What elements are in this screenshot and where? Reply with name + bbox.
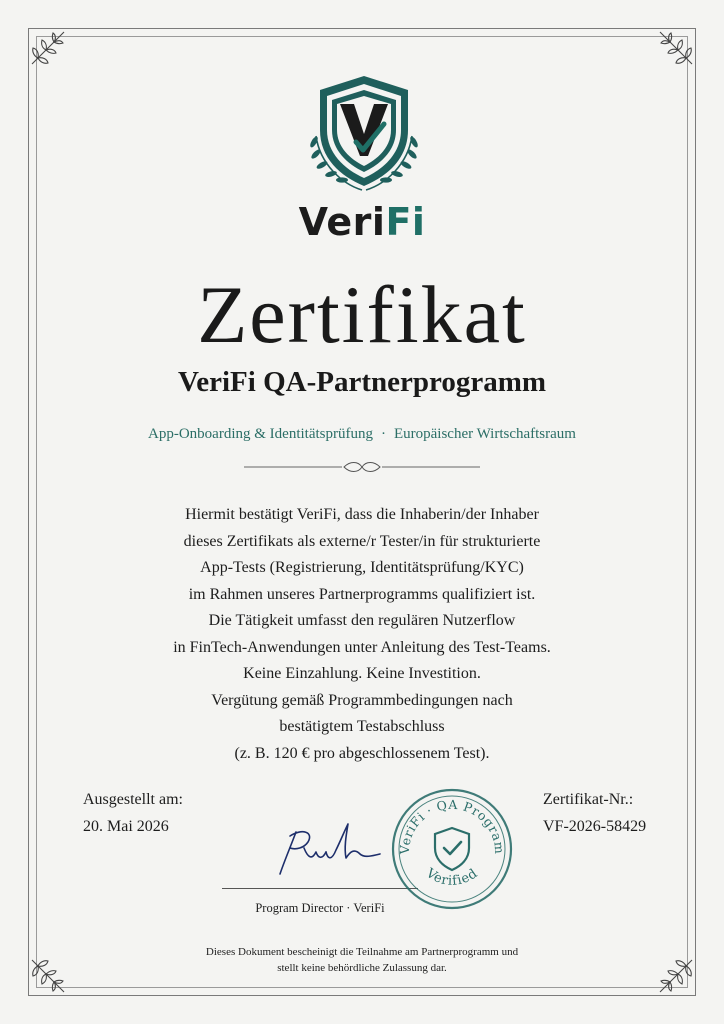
handwritten-signature <box>268 818 388 878</box>
seal-bottom-text: Verified <box>423 865 481 889</box>
certificate-number-label: Zertifikat-Nr.: <box>543 791 634 808</box>
ornamental-divider-icon <box>244 460 480 474</box>
body-line: bestätigtem Testabschluss <box>279 718 445 735</box>
footer-line: Dieses Dokument bescheinigt die Teilnahme am Partnerprogramm und <box>205 946 519 958</box>
body-line: im Rahmen unseres Partnerprogramms qualifiziert ist. <box>188 585 536 603</box>
corner-leaf-ornament-icon <box>26 26 70 70</box>
issued-label: Ausgestellt am: <box>83 791 183 808</box>
footer-disclaimer <box>0 944 724 976</box>
body-line: Keine Einzahlung. Keine Investition. <box>243 665 481 682</box>
verified-seal-stamp <box>389 786 515 912</box>
footer-line: stellt keine behördliche Zulassung dar. <box>277 962 447 974</box>
body-line: (z. B. 120 € pro abgeschlossenem Test). <box>234 744 490 762</box>
certificate-title: Zertifikat <box>197 269 527 360</box>
corner-leaf-ornament-icon <box>654 26 698 70</box>
body-line: Hiermit bestätigt VeriFi, dass die Inhaberin/der Inhaber <box>185 506 539 523</box>
certificate-subtitle: VeriFi QA-Partnerprogramm <box>177 366 547 398</box>
certificate-body <box>0 502 724 767</box>
body-line: App-Tests (Registrierung, Identitätsprüfung/KYC) <box>200 559 524 576</box>
signature-caption: Program Director · VeriFi <box>255 901 385 915</box>
body-line: dieses Zertifikats als externe/r Tester/in für strukturierte <box>183 532 541 550</box>
certificate-number-value: VF-2026-58429 <box>543 818 647 835</box>
body-line: in FinTech-Anwendungen unter Anleitung des Test-Teams. <box>173 638 551 656</box>
issued-date: 20. Mai 2026 <box>83 818 169 835</box>
body-line: Vergütung gemäß Programmbedingungen nach <box>211 691 513 709</box>
seal-top-text: VeriFi · QA Program <box>396 796 508 855</box>
shield-check-logo-icon <box>302 72 426 198</box>
certificate-tagline: App-Onboarding & Identitätsprüfung · Europäischer Wirtschaftsraum <box>148 426 576 442</box>
brand-wordmark: VeriFi <box>298 200 426 244</box>
body-line: Die Tätigkeit umfasst den regulären Nutzerflow <box>208 612 516 629</box>
